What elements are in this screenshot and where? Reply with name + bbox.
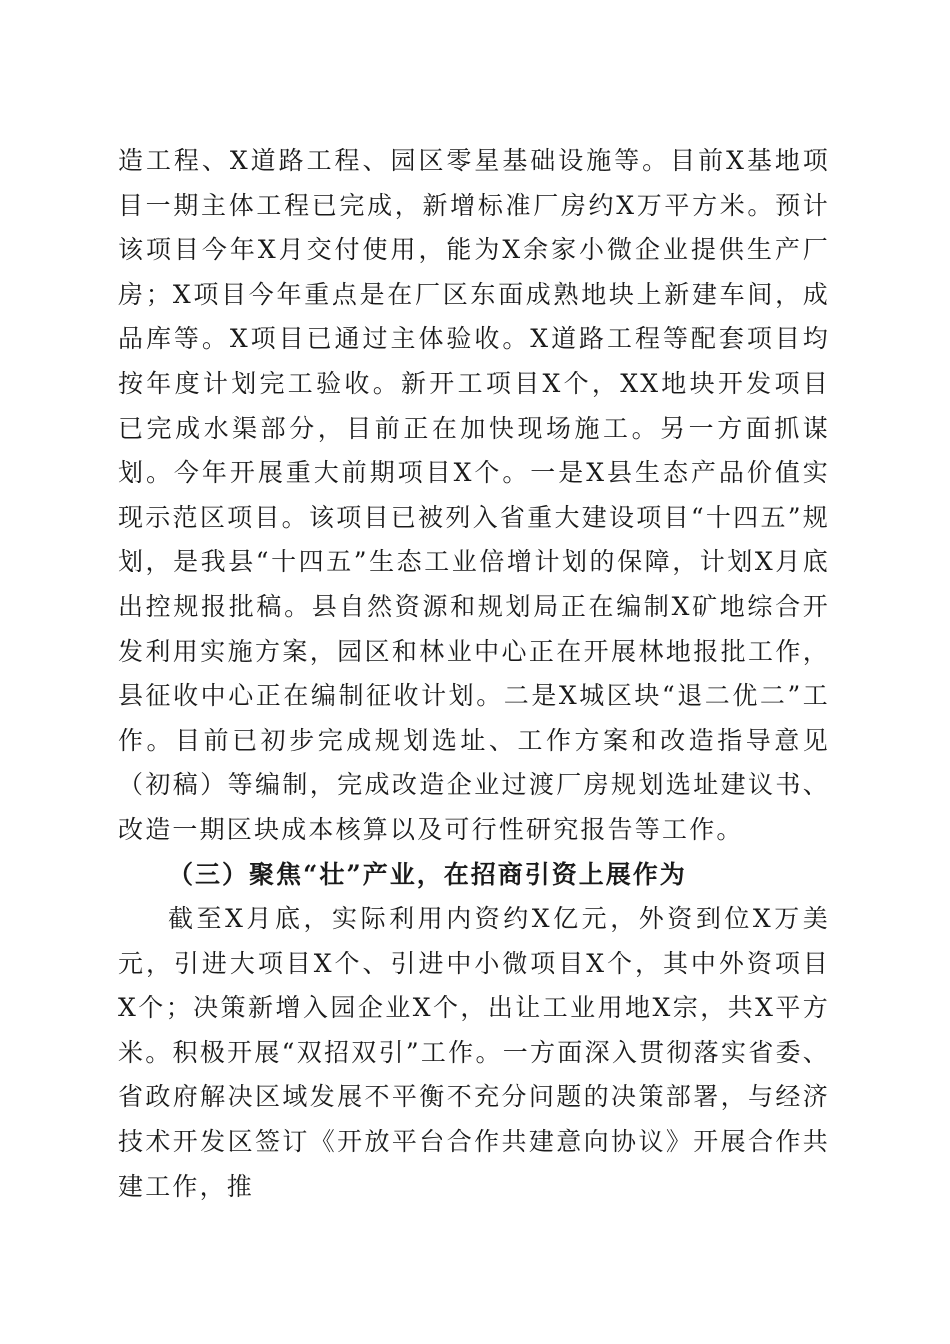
body-paragraph: 截至X月底，实际利用内资约X亿元，外资到位X万美元，引进大项目X个、引进中小微项目X个，其中外资项目X个；决策新增入园企业X个，出让工业用地X宗，共X平方米。积极开展“双招双引”工作。一方面深入贯彻落实省委、省政府解决区域发展不平衡不充分问题的决策部署，与经济技术开发区签订《开放平台合作共建意向协议》开展合作共建工作，推 [118,904,830,1201]
document-body [118,139,830,1209]
body-paragraph-continued: 造工程、X道路工程、园区零星基础设施等。目前X基地项目一期主体工程已完成，新增标准厂房约X万平方米。预计该项目今年X月交付使用，能为X余家小微企业提供生产厂房；X项目今年重点是在厂区东面成熟地块上新建车间，成品库等。X项目已通过主体验收。X道路工程等配套项目均按年度计划完工验收。新开工项目X个，XX地块开发项目已完成水渠部分，目前正在加快现场施工。另一方面抓谋划。今年开展重大前期项目X个。一是X县生态产品价值实现示范区项目。该项目已被列入省重大建设项目“十四五”规划，是我县“十四五”生态工业倍增计划的保障，计划X月底出控规报批稿。县自然资源和规划局正在编制X矿地综合开发利用实施方案，园区和林业中心正在开展林地报批工作，县征收中心正在编制征收计划。二是X城区块“退二优二”工作。目前已初步完成规划选址、工作方案和改造指导意见（初稿）等编制，完成改造企业过渡厂房规划选址建议书、改造一期区块成本核算以及可行性研究报告等工作。 [118,146,830,844]
section-heading: （三）聚焦“壮”产业，在招商引资上展作为 [168,859,687,889]
